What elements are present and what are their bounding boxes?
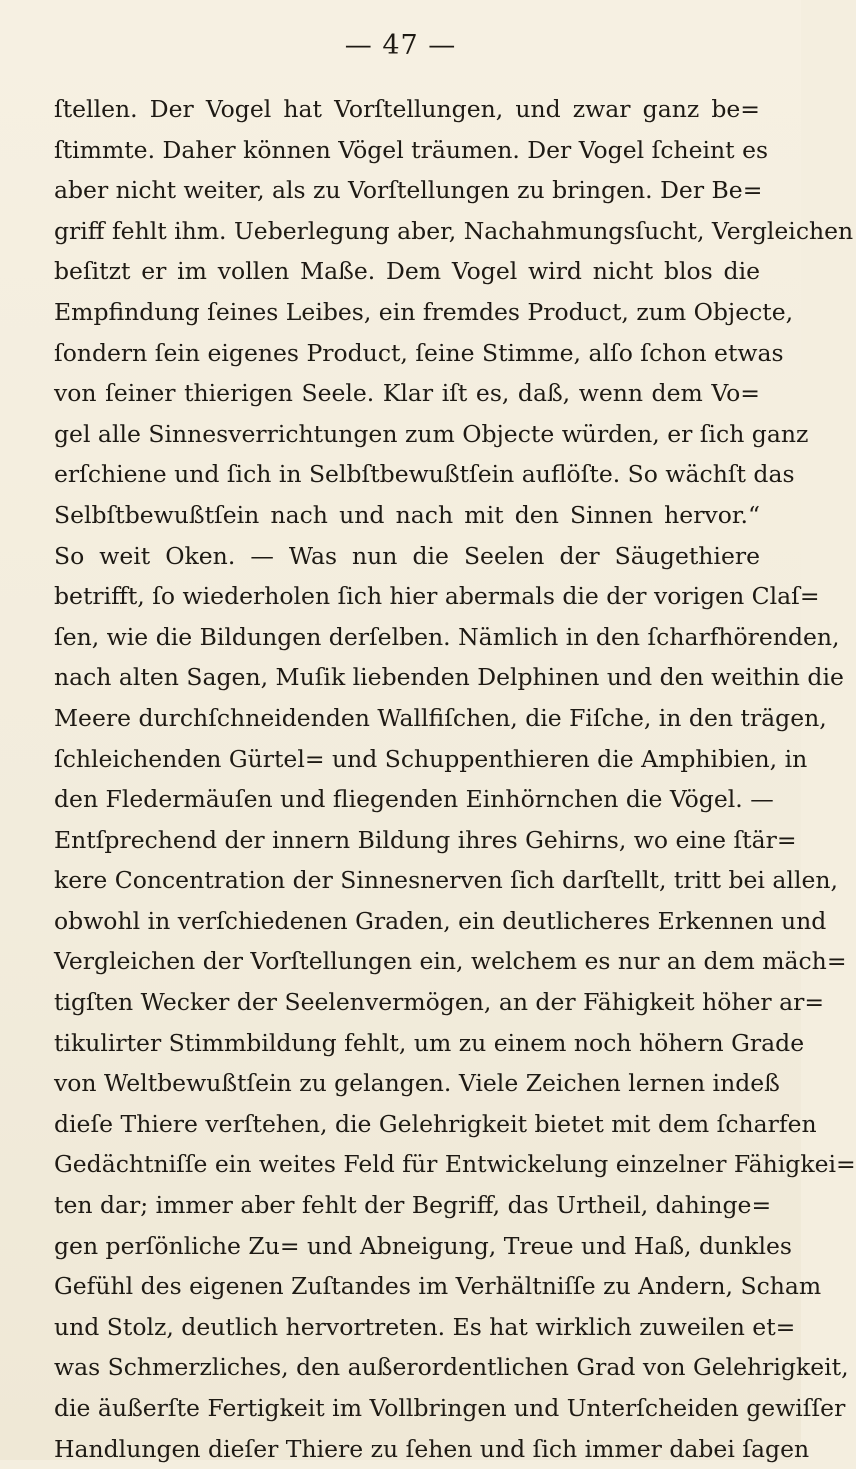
page-number bbox=[0, 30, 801, 61]
text-line: Selbſtbewußtſein nach und nach mit den Sinnen hervor.“ bbox=[54, 500, 760, 529]
text-line: die äußerſte Fertigkeit im Vollbringen und Unterſcheiden gewiſſer bbox=[54, 1394, 846, 1422]
text-line: ten dar; immer aber fehlt der Begriff, das Urtheil, dahinge= bbox=[54, 1191, 772, 1220]
text-line: griff fehlt ihm. Ueberlegung aber, Nachahmungsſucht, Vergleichen bbox=[54, 216, 854, 245]
text-line: Handlungen dieſer Thiere zu ſehen und ſich immer dabei ſagen bbox=[54, 1434, 810, 1463]
text-line: den Fledermäuſen und fliegenden Einhörnchen die Vögel. — bbox=[54, 785, 774, 814]
text-line: gel alle Sinnesverrichtungen zum Objecte würden, er ſich ganz bbox=[54, 419, 809, 448]
text-line: und Stolz, deutlich hervortreten. Es hat wirklich zuweilen et= bbox=[54, 1312, 796, 1341]
text-line: Empfindung ſeines Leibes, ein fremdes Product, zum Objecte, bbox=[54, 297, 794, 326]
text-line: gen perſönliche Zu= und Abneigung, Treue und Haß, dunkles bbox=[54, 1231, 792, 1260]
text-line: So weit Oken. — Was nun die Seelen der Säugethiere bbox=[54, 541, 760, 570]
text-line: Gedächtniſſe ein weites Feld für Entwickelung einzelner Fähigkei= bbox=[54, 1150, 856, 1179]
text-line: tikulirter Stimmbildung fehlt, um zu einem noch höhern Grade bbox=[54, 1028, 805, 1057]
text-line: aber nicht weiter, als zu Vorſtellungen zu bringen. Der Be= bbox=[54, 176, 763, 205]
text-line: kere Concentration der Sinnesnerven ſich darſtellt, tritt bei allen, bbox=[54, 866, 838, 895]
text-line: ſtellen. Der Vogel hat Vorſtellungen, und zwar ganz be= bbox=[54, 95, 760, 123]
text-line: Entſprechend der innern Bildung ihres Gehirns, wo eine ſtär= bbox=[54, 825, 797, 854]
text-line: tigſten Wecker der Seelenvermögen, an der Fähigkeit höher ar= bbox=[54, 988, 825, 1017]
text-line: von Weltbewußtſein zu gelangen. Viele Zeichen lernen indeß bbox=[54, 1069, 780, 1098]
text-line: Gefühl des eigenen Zuſtandes im Verhältniſſe zu Andern, Scham bbox=[54, 1272, 822, 1301]
text-line: von ſeiner thierigen Seele. Klar iſt es, daß, wenn dem Vo= bbox=[54, 379, 760, 408]
text-line: obwohl in verſchiedenen Graden, ein deutlicheres Erkennen und bbox=[54, 906, 827, 935]
text-line: erſchiene und ſich in Selbſtbewußtſein auflöſte. So wächſt das bbox=[54, 460, 795, 489]
body-text bbox=[54, 89, 856, 1469]
text-line: dieſe Thiere verſtehen, die Gelehrigkeit bietet mit dem ſcharfen bbox=[54, 1109, 817, 1138]
text-line: ſen, wie die Bildungen derſelben. Nämlich in den ſcharfhörenden, bbox=[54, 622, 840, 651]
text-line: ſchleichenden Gürtel= und Schuppenthieren die Amphibien, in bbox=[54, 744, 808, 773]
text-line: betrifft, ſo wiederholen ſich hier abermals die der vorigen Claſ= bbox=[54, 582, 820, 611]
text-line: Vergleichen der Vorſtellungen ein, welchem es nur an dem mäch= bbox=[54, 947, 847, 976]
text-line: ſtimmte. Daher können Vögel träumen. Der Vogel ſcheint es bbox=[54, 135, 769, 164]
text-line: Meere durchſchneidenden Wallfiſchen, die Fiſche, in den trägen, bbox=[54, 703, 827, 732]
text-line: ſondern ſein eigenes Product, ſeine Stimme, alſo ſchon etwas bbox=[54, 338, 784, 367]
page-number-text: — 47 — bbox=[344, 30, 457, 61]
text-line: was Schmerzliches, den außerordentlichen Grad von Gelehrigkeit, bbox=[54, 1353, 849, 1382]
text-line: beſitzt er im vollen Maße. Dem Vogel wird nicht blos die bbox=[54, 257, 760, 286]
text-line: nach alten Sagen, Muſik liebenden Delphinen und den weithin die bbox=[54, 663, 844, 692]
